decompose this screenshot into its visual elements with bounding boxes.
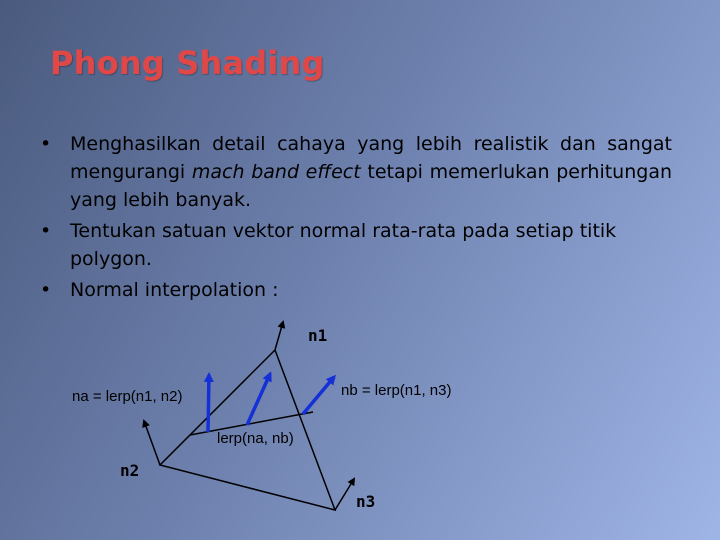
slide-title: Phong Shading (50, 44, 325, 82)
bullet-1-emphasis: mach band effect (191, 161, 361, 183)
bullet-1-text-end: tetapi memerlukan perhitungan yang lebih banyak. (70, 161, 673, 211)
label-na: na = lerp(n1, n2) (72, 388, 183, 405)
label-n3: n3 (356, 492, 376, 511)
bullet-1-text-start: Menghasilkan detail cahaya yang lebih realistik dan sangat mengurangi (70, 133, 672, 183)
bullet-3-text: Normal interpolation : (70, 279, 279, 301)
normal-interp-arrow (247, 374, 270, 425)
normal-n2-arrow (144, 421, 160, 465)
label-lerp-na-nb: lerp(na, nb) (217, 430, 294, 447)
label-n2: n2 (120, 461, 140, 480)
label-n1: n1 (308, 326, 328, 345)
normal-na-arrow (208, 375, 209, 432)
normal-nb-arrow (303, 377, 334, 414)
normal-n3-arrow (335, 479, 354, 510)
normal-n1-arrow (275, 322, 283, 350)
label-nb: nb = lerp(n1, n3) (341, 382, 452, 399)
bullet-2-text: Tentukan satuan vektor normal rata-rata pada setiap titik polygon. (70, 220, 617, 270)
